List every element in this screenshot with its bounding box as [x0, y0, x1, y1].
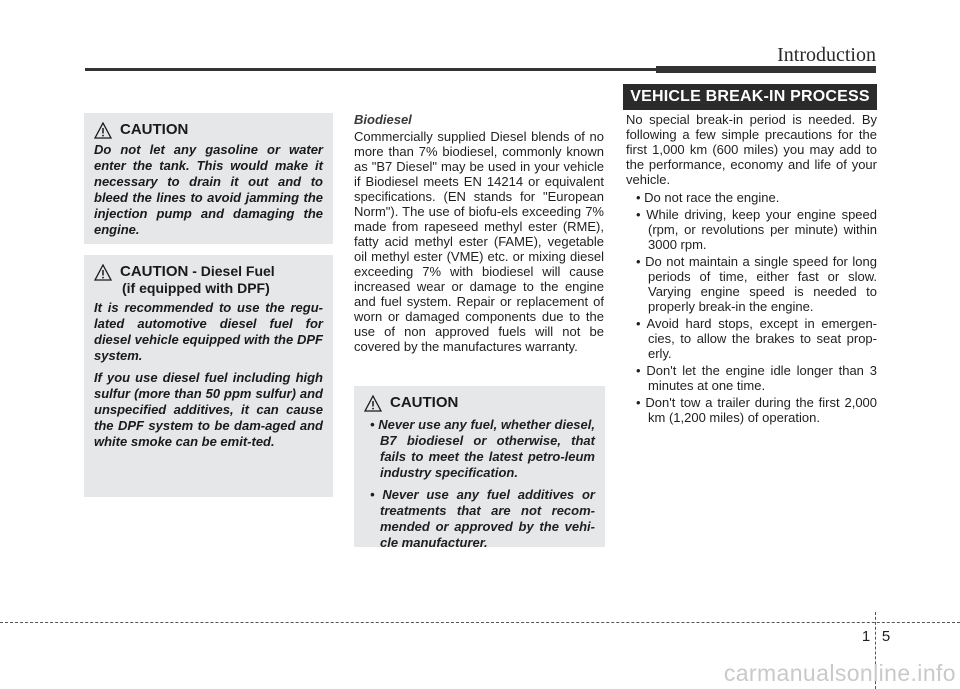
- caution-list: [364, 417, 595, 551]
- biodiesel-body: Commercially supplied Diesel blends of no more than 7% biodiesel, commonly known as "B7 Diesel" may be used in your vehicle if Biodiesel meets EN 14214 or equivalent specifications. (EN stands for "European Norm"). The use of biofu-els exceeding 7% made from rapeseed methyl ester (RME), fatty acid methyl ester (FAME), vegetable oil methyl ester (VME) etc. or mixing diesel exceeding 7% with biodiesel will cause increased wear or damage to the engine and fuel system. Repair or replacement of worn or damaged components due to the use of non approved fuels will not be covered by the manufactures warranty.: [354, 129, 604, 354]
- breakin-list-item: • Do not maintain a single speed for long periods of time, either fast or slow. Varying engine speed is needed to properly break-in the engine.: [626, 254, 877, 314]
- caution-box-fuel-tank: [84, 113, 333, 244]
- page-number-value: 5: [881, 627, 891, 645]
- caution-heading: [364, 394, 595, 411]
- breakin-list-item: • While driving, keep your engine speed (rpm, or revolutions per minute) within 3000 rpm.: [626, 207, 877, 252]
- page-number: [856, 624, 896, 648]
- caution-heading: [94, 121, 323, 138]
- header-rule-accent: [656, 66, 876, 73]
- breakin-section: [626, 112, 877, 427]
- caution-box-diesel-dpf: [84, 255, 333, 497]
- caution-label: CAUTION: [120, 263, 189, 280]
- warning-triangle-icon: [94, 122, 112, 139]
- caution-text: Do not let any gasoline or water enter the tank. This would make it necessary to drain it out and to bleed the lines to avoid jamming the injection pump and damaging the engine.: [94, 142, 323, 237]
- watermark: carmanualsonline.info: [723, 660, 956, 686]
- breakin-intro: No special break-in period is needed. By following a few simple precautions for the first 1,000 km (600 miles) you may add to the performance, economy and life of your vehicle.: [626, 112, 877, 187]
- caution-text: It is recommended to use the regu-lated automotive diesel fuel for diesel vehicle equipped with the DPF system.: [94, 300, 323, 363]
- caution-heading: [94, 263, 323, 296]
- caution-label-suffix: - Diesel Fuel: [188, 263, 275, 279]
- caution-list-item: • Never use any fuel additives or treatments that are not recom-mended or approved by the vehi-cle manufacturer.: [370, 487, 595, 550]
- caution-text: If you use diesel fuel including high sulfur (more than 50 ppm sulfur) and unspecified additives, it can cause the DPF system to be dam-aged and white smoke can be emit-ted.: [94, 370, 323, 449]
- breakin-list-item: • Don't let the engine idle longer than 3 minutes at one time.: [626, 363, 877, 393]
- chapter-title: Introduction: [777, 44, 876, 66]
- footer-rule: [0, 622, 960, 623]
- caution-list-item: • Never use any fuel, whether diesel, B7 biodiesel or otherwise, that fails to meet the latest petro-leum industry specification.: [370, 417, 595, 480]
- chapter-number: 1: [861, 627, 871, 645]
- biodiesel-section: [354, 112, 604, 354]
- warning-triangle-icon: [364, 395, 382, 412]
- caution-box-fuel-spec: [354, 386, 605, 550]
- breakin-list-item: • Don't tow a trailer during the first 2,000 km (1,200 miles) of operation.: [626, 395, 877, 425]
- breakin-list-item: • Avoid hard stops, except in emergen-cies, to allow the brakes to seat prop-erly.: [626, 316, 877, 361]
- biodiesel-title: Biodiesel: [354, 112, 412, 127]
- caution-subheading: (if equipped with DPF): [122, 280, 270, 296]
- caution-label: CAUTION: [120, 121, 189, 138]
- breakin-list: [626, 190, 877, 425]
- section-banner: VEHICLE BREAK-IN PROCESS: [623, 84, 877, 110]
- caution-label: CAUTION: [390, 394, 459, 411]
- warning-triangle-icon: [94, 264, 112, 281]
- breakin-list-item: • Do not race the engine.: [626, 190, 877, 205]
